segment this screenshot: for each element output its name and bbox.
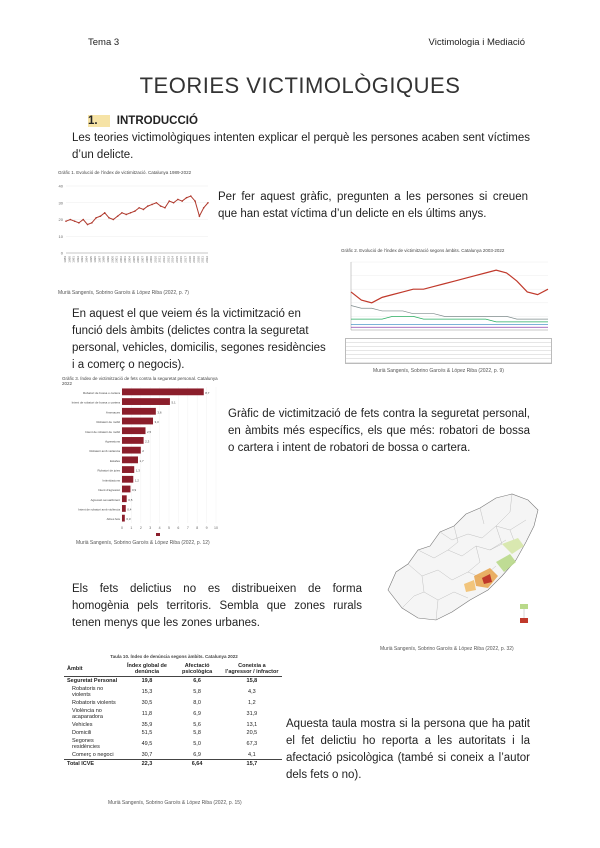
chart3-title: Gràfic 3. Índex de victimització de fets contra la seguretat personal. Catalunya 2022 [62,376,218,386]
table-cell-value: 5,0 [193,741,201,747]
intro-paragraph: Les teories victimològiques intenten explicar el perquè les persones acaben sent víctimes d’un delicte. [72,132,530,161]
chart1-caption: Murià Sangenís, Sobrino Garcés & López Riba (2022, p. 7) [58,290,189,296]
chart3-bar [122,476,133,483]
chart1-point [147,205,149,207]
chart1-y-tick: 20 [58,217,63,222]
chart1-point [186,197,188,199]
table-cell-value: 13,1 [246,722,258,728]
table-cell-area: Seguretat Personal [67,678,118,684]
chart1-x-tick: 2002 [118,256,123,263]
chart3-category-label: Robatori amb violència [89,449,120,454]
chart1-point [168,200,170,202]
chart3-bar [122,418,153,425]
table-header-area: Àmbit [64,662,122,677]
chart3-value-label: 0,5 [128,497,133,502]
chart1-point [156,202,158,204]
chart3-bar [122,505,126,512]
table-row [64,751,282,760]
chart1-y-tick: 40 [58,183,63,189]
chart1-series-line [66,196,208,224]
table-cell-value: 6,9 [193,752,201,758]
chart3-caption: Murià Sangenís, Sobrino Garcés & López Riba (2022, p. 12) [76,540,210,546]
table-cell-value: 5,8 [193,730,201,736]
chart2-svg [333,256,553,336]
table-header-knew-offender: Coneixia a l’agressor / infractor [222,662,282,677]
chart1-point [91,222,93,224]
chart3-bar [122,466,134,473]
map-outline [388,494,538,620]
chart1-point [138,207,140,209]
paragraph-specific-areas: Gràfic de victimització de fets contra la seguretat personal, en àmbits més específics, els que més: robatori de bossa o cartera i intent de robatori de bossa o cartera. [228,408,530,454]
chart3-x-tick: 7 [186,526,189,530]
chart3-value-label: 2,3 [145,439,150,444]
table-row [64,729,282,737]
paragraph-survey: Per fer aquest gràfic, pregunten a les persones si creuen que han estat víctima d’un delicte en els últims anys. [218,191,528,220]
chart1-x-tick: 1990 [67,256,72,263]
table-cell-value: 15,3 [141,689,153,695]
table-cell-value: 4,1 [248,752,256,758]
chart3-value-label: 1,7 [139,458,144,463]
chart3-value-label: 8,7 [205,390,210,395]
chart3-value-label: 3,3 [154,420,159,425]
chart3-value-label: 0,3 [126,517,131,522]
chart1-point [104,212,106,214]
reporting-table-block [64,654,284,768]
chart3-bar [122,495,127,502]
chart1-x-tick: 2011 [157,256,162,263]
table-row [64,737,282,751]
chart1-point [164,207,166,209]
chart1-x-tick: 1991 [71,256,76,263]
chart3-category-label: Intent d’agressió [97,488,120,493]
chart1-x-tick: 2012 [161,256,166,263]
table-cell-value: 49,5 [141,741,153,747]
table-cell-value: 11,8 [141,711,153,717]
chart3-category-label: Agressió sexual/intent [90,497,120,502]
chart3-value-label: 2 [142,449,144,454]
chart2-caption: Murià Sangenís, Sobrino Garcés & López Riba (2022, p. 9) [373,368,504,374]
chart1-point [65,220,67,222]
chart3-bar [122,486,130,493]
chart3-value-label: 0,4 [127,507,132,512]
chart3-x-tick: 10 [214,526,218,530]
chart3-x-tick: 2 [139,526,142,530]
table-cell-value: 20,5 [246,730,258,736]
chart3-bar [122,408,156,415]
reporting-table [64,662,282,768]
chart1-point [125,214,127,216]
chart3-bar [122,447,141,454]
table-cell-value: 6,6 [193,678,201,684]
table-cell-value: 67,3 [246,741,258,747]
map-svg [378,480,553,630]
table-row [64,677,282,686]
chart3-category-label: Robatori de bossa o cartera [82,390,120,395]
chart1-x-tick: 2009 [149,256,154,263]
chart2-data-table [345,338,552,364]
table-cell-value: 5,8 [193,689,201,695]
chart1-x-tick: 2008 [144,256,149,263]
chart-victimization-evolution [48,168,213,303]
chart1-x-tick: 2021 [200,256,205,263]
table-cell-value: 51,5 [141,730,153,736]
table-row [64,685,282,699]
table-header-psych-affect: Afectació psicològica [172,662,221,677]
chart1-point [207,202,209,204]
chart1-point [181,200,183,202]
chart1-point [95,217,97,219]
chart1-point [134,210,136,212]
paragraph-territories: Els fets delictius no es distribueixen de forma homogènia pels territoris. Sembla que zones rurals tenen menys que les zones urbanes. [72,583,362,629]
chart1-point [190,195,192,197]
chart1-point [151,204,153,206]
chart3-bar [122,398,170,405]
chart2-series-line [351,270,548,303]
paragraph-reporting: Aquesta taula mostra si la persona que ha patit el fet delictiu ho reporta a les autoritats i la afectació psicològica (també si coneix a l’autor dels fets o no). [286,718,530,781]
chart1-y-tick: 10 [58,233,63,239]
section-heading [88,115,198,127]
chart1-point [78,222,80,224]
chart1-x-tick: 2018 [187,256,192,263]
chart1-x-tick: 2020 [196,256,201,263]
table-title: Taula 10. Índex de denúncia segons àmbits. Catalunya 2022 [110,654,238,659]
table-cell-value: 6,64 [172,760,221,769]
map-legend [520,604,528,623]
chart3-x-tick: 9 [205,526,208,530]
chart3-bar [122,427,146,434]
chart3-value-label: 1,3 [135,468,140,473]
chart3-value-label: 1,2 [134,478,139,483]
chart1-point [117,215,119,217]
chart3-bar [122,388,204,395]
chart3-x-tick: 8 [196,526,199,530]
table-cell-value: 4,3 [248,689,256,695]
chart1-x-tick: 2005 [131,256,136,263]
chart1-x-tick: 1992 [75,256,80,263]
chart3-category-label: Amenaces [105,410,120,415]
chart3-value-label: 5,1 [171,400,176,405]
chart1-title: Gràfic 1. Evolució de l’índex de victimització. Catalunya 1989-2022 [58,170,192,175]
chart1-x-tick: 1999 [106,256,111,263]
chart3-svg [38,383,223,541]
chart1-x-tick: 2010 [153,256,158,263]
table-cell-area: Robatoris no violents [72,686,104,698]
chart3-category-label: Altres fets [106,517,120,522]
table-cell-area: Comerç o negoci [72,752,114,758]
chart1-y-tick: 30 [58,200,63,206]
chart1-x-tick: 2014 [170,256,175,263]
table-row [64,707,282,721]
table-cell-value: 31,9 [246,711,258,717]
chart1-x-tick: 2001 [114,256,119,263]
chart1-x-tick: 2015 [174,256,179,263]
chart1-point [130,212,132,214]
chart3-category-label: Intent de robatori amb violència [78,507,120,512]
table-cell-area: Vehicles [72,722,93,728]
chart1-point [100,215,102,217]
chart1-point [203,207,205,209]
chart3-x-tick: 6 [177,526,180,530]
chart3-x-tick: 1 [130,526,133,530]
chart1-point [143,209,145,211]
chart1-y-tick: 0 [60,250,63,256]
table-cell-value: 22,3 [122,760,173,769]
table-header-report-index: Índex global de denúncia [122,662,173,677]
chart1-point [74,220,76,222]
chart1-x-tick: 2013 [166,256,171,263]
chart3-bar [122,437,144,444]
chart1-point [70,219,72,221]
paragraph-areas: En aquest el que veiem és la victimització en funció dels àmbits (delictes contra la seguretat personal, vehicles, domicilis, segones residències i a comerç o negocis). [72,308,326,371]
chart3-category-label: Intimidacions [102,478,120,483]
chart1-x-tick: 1998 [101,256,106,263]
table-cell-area: Total ICVE [64,760,122,769]
chart1-point [87,224,89,226]
table-cell-value: 6,9 [193,711,201,717]
map-caption: Murià Sangenís, Sobrino Garcés & López Riba (2022, p. 32) [380,646,514,652]
chart3-bar [122,456,138,463]
table-cell-area: Segones residències [72,738,100,750]
chart3-category-label: Robatori de mòbil [96,420,120,425]
table-caption: Murià Sangenís, Sobrino Garcés & López Riba (2022, p. 15) [108,800,242,806]
table-cell-value: 8,0 [193,700,201,706]
chart1-point [199,215,201,217]
chart1-x-tick: 2017 [183,256,188,263]
chart3-category-label: Intent de robatori de mòbil [85,429,120,434]
header-course: Victimologia i Mediació [428,37,525,48]
chart3-x-tick: 3 [149,526,152,530]
chart1-svg [48,178,213,293]
chart3-x-tick: 4 [158,526,161,530]
chart1-point [177,199,179,201]
chart3-category-label: Agressions [105,439,120,444]
section-label: INTRODUCCIÓ [116,115,198,127]
chart1-x-tick: 1993 [80,256,85,263]
chart3-x-tick: 0 [121,526,123,530]
chart3-value-label: 3,6 [157,410,162,415]
table-cell-value: 30,5 [141,700,153,706]
table-cell-value: 15,7 [222,760,282,769]
chart2-title: Gràfic 2. Evolució de l’índex de victimització segons àmbits. Catalunya 2003-2022 [341,248,505,253]
chart1-x-tick: 1989 [63,256,67,263]
table-cell-area: Violència no acaparadora [72,708,103,720]
map-catalonia [378,480,553,652]
table-cell-value: 35,9 [141,722,153,728]
chart1-point [113,219,115,221]
chart1-x-tick: 2022 [205,256,209,263]
table-cell-value: 5,6 [193,722,201,728]
chart1-x-tick: 1995 [88,256,93,263]
chart3-x-tick: 5 [168,526,170,530]
chart1-x-tick: 2016 [179,256,184,263]
chart1-x-tick: 1997 [97,256,102,263]
chart1-point [121,212,123,214]
chart-personal-security [38,374,223,552]
chart3-value-label: 2,5 [147,429,152,434]
table-cell-area: Robatoris violents [72,700,116,706]
chart1-x-tick: 2019 [192,256,197,263]
chart1-x-tick: 2004 [127,256,132,263]
chart1-point [108,217,110,219]
chart3-category-label: Estafes [109,458,120,463]
table-cell-value: 15,8 [246,678,258,684]
page-title: TEORIES VICTIMOLÒGIQUES [139,73,461,98]
chart1-point [82,219,84,221]
chart1-x-tick: 2003 [123,256,128,263]
chart1-x-tick: 2007 [140,256,145,263]
table-row [64,699,282,707]
section-number: 1. [88,115,110,127]
chart3-legend-swatch [156,533,160,536]
table-cell-value: 1,2 [248,700,256,706]
chart1-point [160,205,162,207]
chart1-x-tick: 1996 [93,256,98,263]
chart3-category-label: Robatori de joies [97,468,120,473]
table-cell-value: 19,8 [141,678,153,684]
table-row [64,721,282,729]
table-cell-area: Domicili [72,730,92,736]
chart1-point [194,200,196,202]
table-row [64,760,282,769]
chart1-x-tick: 2006 [136,256,141,263]
table-cell-value: 30,7 [141,752,153,758]
chart3-value-label: 0,9 [131,488,137,493]
header-topic: Tema 3 [88,37,120,48]
chart1-x-tick: 2000 [110,256,115,263]
chart-victimization-areas [333,246,555,378]
chart1-x-tick: 1994 [84,256,89,263]
chart3-category-label: Intent de robatori de bossa o cartera [71,400,120,405]
chart2-series-line [351,306,548,320]
chart3-bar [122,515,125,522]
chart1-point [173,202,175,204]
